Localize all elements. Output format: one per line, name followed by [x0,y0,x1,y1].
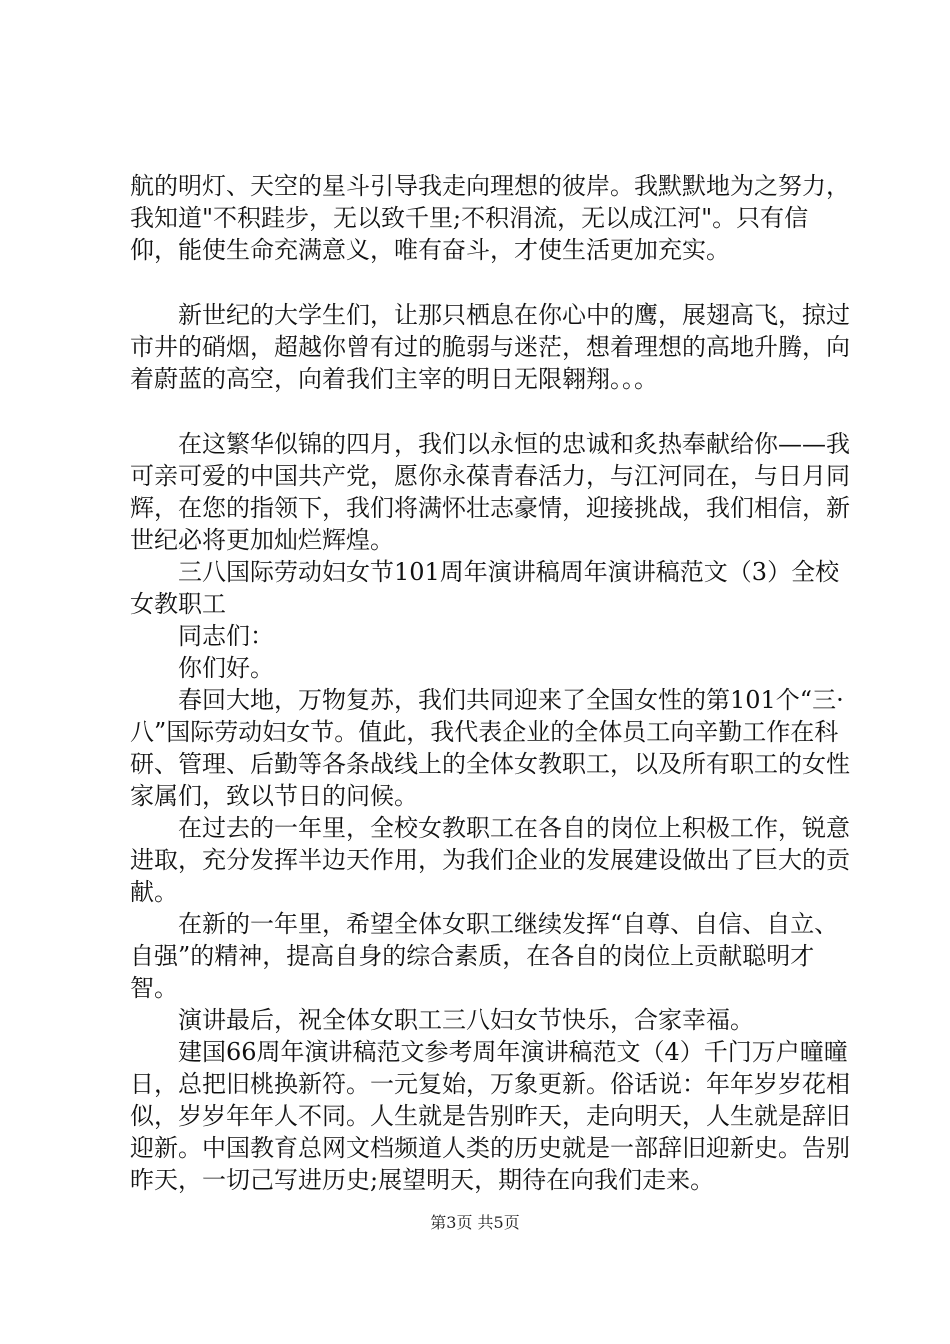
paragraph-gap [130,266,850,299]
paragraph-students: 新世纪的大学生们，让那只栖息在你心中的鹰，展翅高飞，掠过市井的硝烟，超越你曾有过的脆弱与迷茫，想着理想的高地升腾，向着蔚蓝的高空，向着我们主宰的明日无限翱翔。。。 [130,301,850,393]
paragraph-greeting: 同志们： [130,622,274,650]
paragraph-past-year: 在过去的一年里，全校女教职工在各自的岗位上积极工作，锐意进取，充分发挥半边天作用，为我们企业的发展建设做出了巨大的贡献。 [130,814,850,906]
paragraph-heading-3: 三八国际劳动妇女节101周年演讲稿周年演讲稿范文（3）全校女教职工 [130,558,840,618]
paragraph-spring: 春回大地，万物复苏，我们共同迎来了全国女性的第101个“三·八”国际劳动妇女节。值此，我代表企业的全体员工向辛勤工作在科研、管理、后勤等各条战线上的全体女教职工，以及所有职工的女性家属们，致以节日的问候。 [130,686,850,810]
page-number: 第3页 共5页 [430,1213,520,1232]
paragraph-april: 在这繁华似锦的四月，我们以永恒的忠诚和炙热奉献给你——我可亲可爱的中国共产党，愿你永葆青春活力，与江河同在，与日月同辉，在您的指领下，我们将满怀壮志豪情，迎接挑战，我们相信，新世纪必将更加灿烂辉煌。 [130,430,850,554]
paragraph-closing: 演讲最后，祝全体女职工三八妇女节快乐，合家幸福。 [130,1006,754,1034]
paragraph-continuation: 航的明灯、天空的星斗引导我走向理想的彼岸。我默默地为之努力，我知道"不积跬步，无以致千里;不积涓流，无以成江河"。只有信仰，能使生命充满意义，唯有奋斗，才使生活更加充实。 [130,172,850,264]
paragraph-new-year: 在新的一年里，希望全体女职工继续发挥“自尊、自信、自立、自强”的精神，提高自身的综合素质，在各自的岗位上贡献聪明才智。 [130,910,839,1002]
paragraph-heading-4: 建国66周年演讲稿范文参考周年演讲稿范文（4）千门万户曈曈日，总把旧桃换新符。一元复始，万象更新。俗话说：年年岁岁花相似，岁岁年年人不同。人生就是告别昨天，走向明天，人生就是辞旧迎新。中国教育总网文档频道人类的历史就是一部辞旧迎新史。告别昨天，一切己写进历史;展望明天，期待在向我们走来。 [130,1038,850,1194]
page-footer [0,1212,950,1234]
paragraph-hello: 你们好。 [130,654,274,682]
paragraph-gap [130,395,850,428]
body-text [130,170,850,1196]
